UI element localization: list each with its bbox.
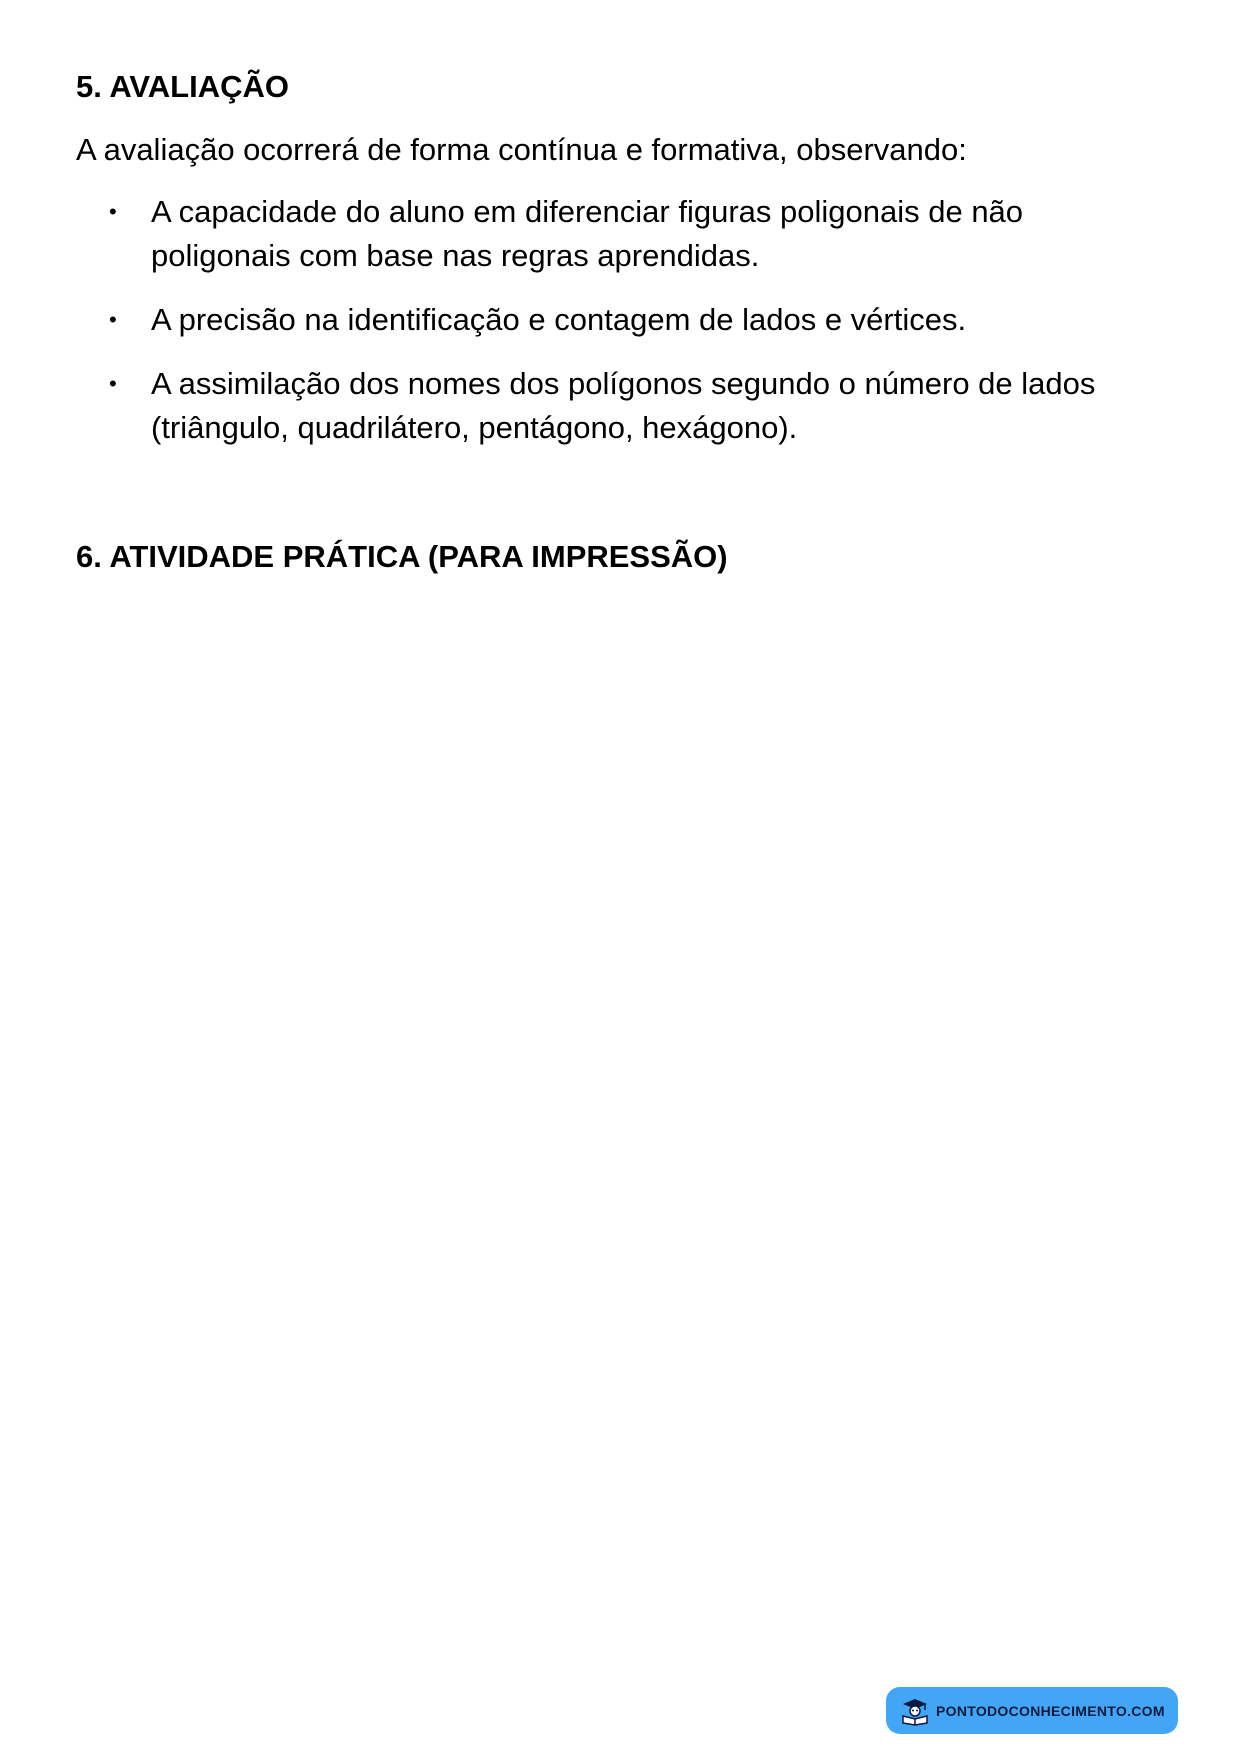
site-name: PONTODOCONHECIMENTO.COM [936,1702,1165,1719]
bullet-icon: • [109,371,117,396]
list-item [76,298,1166,342]
list-item-text: A capacidade do aluno em diferenciar figuras poligonais de não poligonais com base nas regras aprendidas. [151,194,1024,273]
graduate-reading-book-icon [900,1696,930,1726]
list-item [76,362,1166,450]
site-badge-link[interactable] [886,1687,1178,1734]
section-heading-avaliacao: 5. AVALIAÇÃO [76,69,289,104]
list-item-text: A precisão na identificação e contagem de lados e vértices. [151,302,967,337]
list-item [76,190,1166,278]
section-heading-atividade: 6. ATIVIDADE PRÁTICA (PARA IMPRESSÃO) [76,539,728,574]
bullet-icon: • [109,199,117,224]
list-item-text: A assimilação dos nomes dos polígonos segundo o número de lados (triângulo, quadrilátero, pentágono, hexágono). [151,366,1096,445]
document-page [76,68,1166,576]
evaluation-list [76,190,1166,450]
bullet-icon: • [109,307,117,332]
section-intro: A avaliação ocorrerá de forma contínua e formativa, observando: [76,132,967,167]
